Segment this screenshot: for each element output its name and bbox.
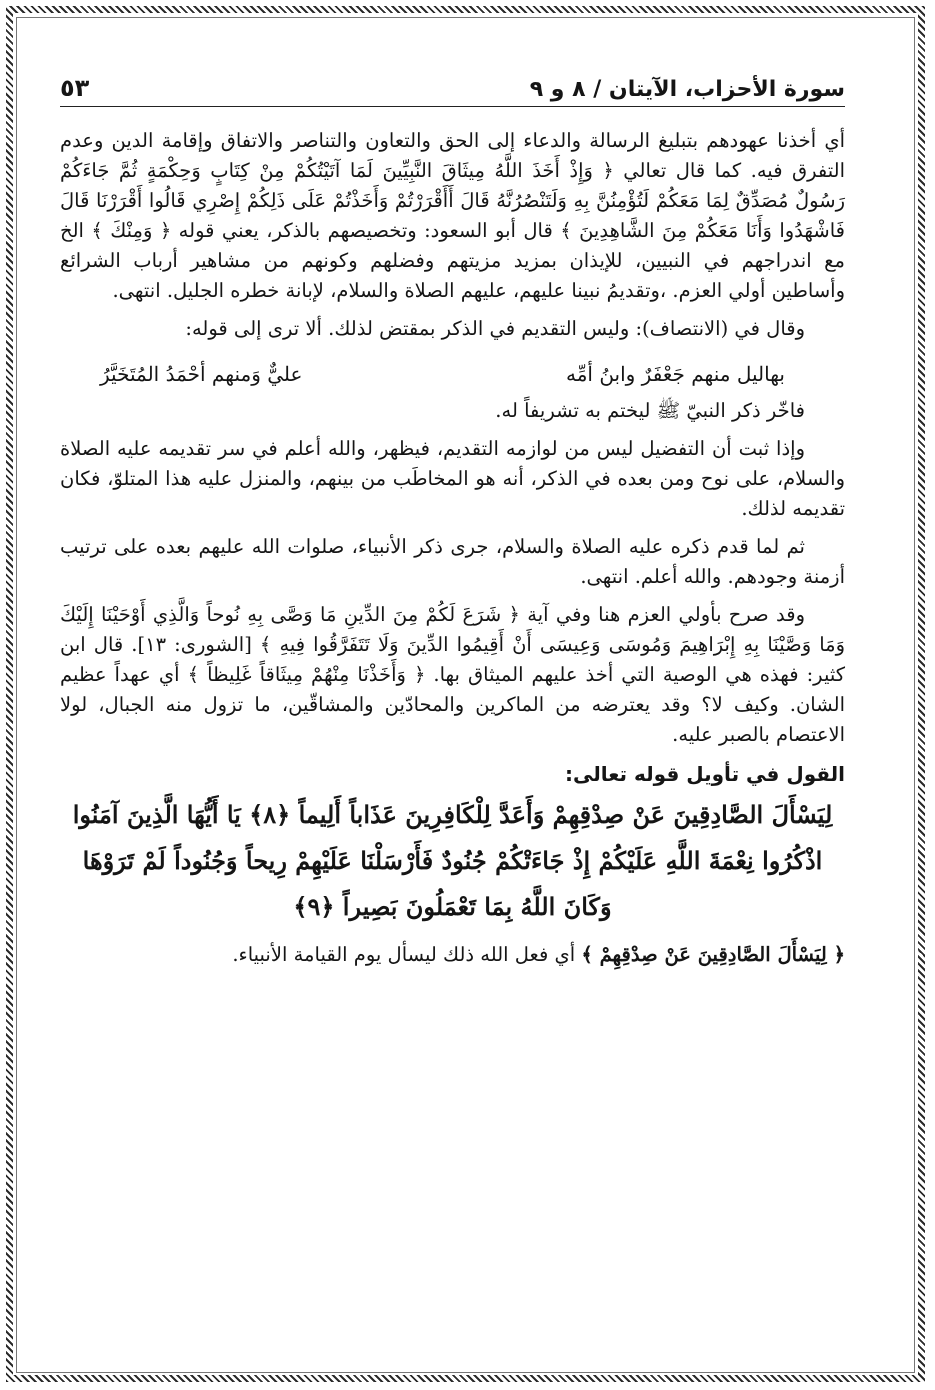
poetry-verse — [60, 352, 845, 396]
section-heading: القول في تأويل قوله تعالى: — [565, 762, 845, 786]
paragraph: أي أخذنا عهودهم بتبليغ الرسالة والدعاء إلى الحق والتعاون والتناصر والاتفاق وإقامة الدين وعدم التفرق فيه. كما قال تعالي ﴿ وَإِذْ أَخَذَ اللَّهُ مِيثَاقَ النَّبِيِّينَ لَمَا آتَيْتُكُمْ مِنْ كِتَابٍ وَحِكْمَةٍ ثُمَّ جَاءَكُمْ رَسُولٌ مُصَدِّقٌ لِمَا مَعَكُمْ لَتُؤْمِنُنَّ بِهِ وَلَتَنْصُرُنَّهُ قَالَ أَأَقْرَرْتُمْ وَأَخَذْتُمْ عَلَى ذَلِكُمْ إِصْرِي قَالُوا أَقْرَرْنَا قَالَ فَاشْهَدُوا وَأَنَا مَعَكُمْ مِنَ الشَّاهِدِينَ ﴾ قال أبو السعود: وتخصيصهم بالذكر، يعني قوله ﴿ وَمِنْكَ ﴾ الخ مع اندراجهم في النبيين، للإيذان بمزيد مزيتهم وفضلهم وكونهم من مشاهير أرباب الشرائع وأساطين أولي العزم. ،وتقديمُ نبينا عليهم، عليهم الصلاة والسلام، لإبانة خطره الجليل. انتهى. — [60, 129, 845, 302]
paragraph: ثم لما قدم ذكره عليه الصلاة والسلام، جرى ذكر الأنبياء، صلوات الله عليهم بعده على ترتيب أزمنة وجودهم. والله أعلم. انتهى. — [60, 535, 845, 588]
quran-verses — [60, 792, 845, 930]
quran-line: اذْكُرُوا نِعْمَةَ اللَّهِ عَلَيْكُمْ إِذْ جَاءَتْكُمْ جُنُودٌ فَأَرْسَلْنَا عَلَيْهِمْ رِيحاً وَجُنُوداً لَمْ تَرَوْهَا — [82, 846, 823, 875]
paragraph: وقال في (الانتصاف): وليس التقديم في الذكر بمقتض لذلك. ألا ترى إلى قوله: — [185, 317, 805, 340]
quran-quote: ﴿ لِيَسْأَلَ الصَّادِقِينَ عَنْ صِدْقِهِمْ ﴾ — [581, 943, 845, 966]
running-title: سورة الأحزاب، الآيتان / ٨ و ٩ — [529, 77, 845, 102]
book-page — [60, 58, 845, 1328]
commentary-text: أي فعل الله ذلك ليسأل يوم القيامة الأنبياء. — [232, 943, 576, 966]
commentary-line — [60, 940, 845, 970]
page-body — [60, 126, 845, 970]
page-number: ٥٣ — [60, 74, 90, 102]
paragraph: وقد صرح بأولي العزم هنا وفي آية ﴿ شَرَعَ لَكُمْ مِنَ الدِّينِ مَا وَصَّى بِهِ نُوحاً وَالَّذِي أَوْحَيْنَا إِلَيْكَ وَمَا وَصَّيْنَا بِهِ إِبْرَاهِيمَ وَمُوسَى وَعِيسَى أَنْ أَقِيمُوا الدِّينَ وَلَا تَتَفَرَّقُوا فِيهِ ﴾ [الشورى: ١٣]. قال ابن كثير: فهذه هي الوصية التي أخذ عليهم الميثاق بها. ﴿ وَأَخَذْنَا مِنْهُمْ مِيثَاقاً غَلِيظاً ﴾ أي عهداً عظيم الشان. وكيف لا؟ وقد يعترضه من الماكرين والمحادّين والمشاقّين، ما تزول منه الجبال، لولا الاعتصام بالصبر عليه. — [60, 603, 845, 746]
paragraph: وإذا ثبت أن التفضيل ليس من لوازمه التقديم، فيظهر، والله أعلم في سر تقديمه عليه الصلاة والسلام، على نوح ومن بعده في الذكر، أنه هو المخاطَب من بينهم، والمنزل عليه هذا المتلوّ، فكان تقديمه لذلك. — [60, 437, 845, 520]
quran-line: وَكَانَ اللَّهُ بِمَا تَعْمَلُونَ بَصِيراً ﴿٩﴾ — [293, 892, 612, 921]
quran-line: لِيَسْأَلَ الصَّادِقِينَ عَنْ صِدْقِهِمْ وَأَعَدَّ لِلْكَافِرِينَ عَذَاباً أَلِيماً ﴿٨﴾ يَا أَيُّهَا الَّذِينَ آمَنُوا — [72, 800, 833, 829]
verse-second-hemistich: عليٌّ وَمنهم أحْمَدُ المُتَخَيَّرُ — [100, 362, 303, 386]
verse-first-hemistich: بهاليل منهم جَعْفَرٌ وابنُ أمِّه — [565, 362, 785, 386]
paragraph: فاخّر ذكر النبيّ ﷺ ليختم به تشريفاً له. — [495, 399, 805, 422]
page-header — [60, 64, 845, 107]
